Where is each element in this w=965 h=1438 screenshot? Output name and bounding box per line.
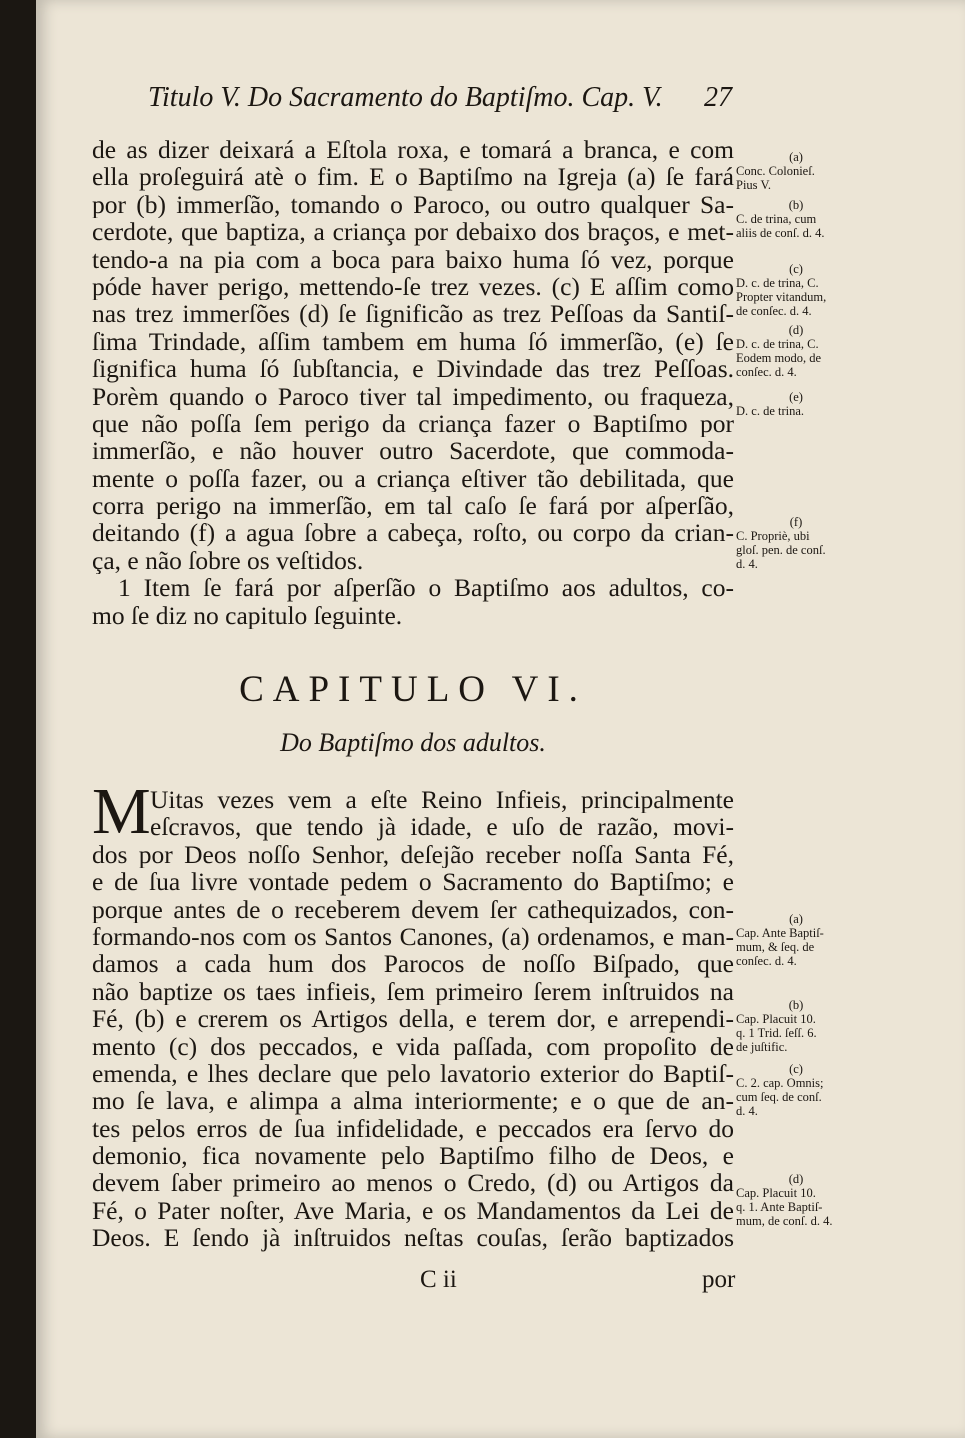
text-line: ſignifica huma ſó ſubſtancia, e Divindade das trez Peſſoas. — [92, 355, 734, 383]
text-line: póde haver perigo, mettendo-ſe trez vezes. (c) E aſſim como — [92, 272, 734, 301]
margin-note — [736, 998, 856, 1054]
margin-note — [736, 198, 856, 240]
margin-note — [736, 390, 856, 418]
margin-note-line: Propter vitandum, — [736, 290, 827, 304]
margin-note-line: d. 4. — [736, 557, 758, 571]
margin-note — [736, 262, 856, 318]
text-line: de as dizer deixará a Eſtola roxa, e tomará a branca, e com — [92, 136, 734, 164]
margin-note — [736, 912, 856, 968]
margin-note-line: conſec. d. 4. — [736, 365, 797, 379]
margin-note-line: D. c. de trina, C. — [736, 276, 819, 290]
text-line: Fé, (b) e crerem os Artigos della, e terem dor, e arrependi- — [92, 1005, 734, 1033]
text-line: tendo-a na pia com a boca para baixo huma ſó vez, porque — [92, 245, 734, 273]
margin-note-line: gloſ. pen. de conſ. — [736, 543, 826, 557]
text-line: não baptize os taes infieis, ſem primeiro ſerem inſtruidos na — [92, 977, 734, 1006]
catchword: por — [702, 1266, 736, 1293]
margin-note-mark: (c) — [789, 1062, 803, 1076]
text-line: ſima Trindade, aſſim tambem em huma ſó immerſão, (e) ſe — [92, 327, 734, 356]
margin-note-mark: (c) — [789, 262, 803, 276]
text-line: cerdote, que baptiza, a criança por debaixo dos braços, e met- — [92, 218, 734, 246]
margin-note-line: mum, de conſ. d. 4. — [736, 1214, 833, 1228]
margin-note-line: q. 1 Trid. ſeſſ. 6. — [736, 1026, 817, 1040]
margin-note-mark: (a) — [789, 912, 803, 926]
margin-note-line: D. c. de trina. — [736, 404, 805, 418]
margin-note-mark: (a) — [789, 150, 803, 164]
margin-note — [736, 150, 856, 192]
text-line: nas trez immerſões (d) ſe ſignificão as trez Peſſoas da Santiſ- — [92, 300, 734, 328]
text-line: Fé, o Pater noſter, Ave Maria, e os Mandamentos da Lei de — [92, 1196, 734, 1225]
margin-note-line: Cap. Placuit 10. — [736, 1186, 816, 1200]
margin-note-line: Cap. Placuit 10. — [736, 1012, 816, 1026]
text-line: ça, e não ſobre os veſtidos. — [92, 546, 364, 575]
margin-note-line: de juſtific. — [736, 1040, 788, 1054]
text-line: mente o poſſa fazer, ou a criança eſtiver tão debilitada, que — [92, 464, 734, 493]
chapter-subtitle: Do Baptiſmo dos adultos. — [280, 728, 546, 757]
margin-note-line: conſec. d. 4. — [736, 954, 797, 968]
margin-note-mark: (d) — [788, 1172, 804, 1186]
signature-mark: C ii — [420, 1266, 457, 1293]
text-line: immerſão, e não houver outro Sacerdote, que commoda- — [92, 437, 734, 465]
text-line: demonio, fica novamente pelo Baptiſmo filho de Deos, e — [92, 1142, 734, 1170]
text-line: porque antes de o receberem devem ſer cathequizados, con- — [92, 895, 734, 923]
margin-note-line: Eodem modo, de — [736, 351, 822, 365]
margin-note-line: mum, & ſeq. de — [736, 940, 815, 954]
text-line: ella proſeguirá atè o fim. E o Baptiſmo na Igreja (a) ſe fará — [92, 163, 734, 191]
margin-note-mark: (b) — [788, 198, 804, 212]
running-title: Titulo V. Do Sacramento do Baptiſmo. Cap. V. — [148, 82, 663, 113]
text-line: eſcravos, que tendo jà idade, e uſo de razão, movi- — [150, 813, 734, 841]
text-line: Porèm quando o Paroco tiver tal impedimento, ou fraqueza, — [92, 382, 734, 410]
margin-note-line: D. c. de trina, C. — [736, 337, 819, 351]
margin-note — [736, 515, 856, 571]
margin-note — [736, 323, 856, 379]
margin-note-line: q. 1. Ante Baptiſ- — [736, 1200, 823, 1214]
text-line: por (b) immerſão, tomando o Paroco, ou outro qualquer Sa- — [92, 190, 734, 219]
margin-note-line: C. 2. cap. Omnis; — [736, 1076, 824, 1090]
drop-cap: M — [92, 775, 151, 848]
chapter-title: CAPITULO VI. — [239, 669, 587, 710]
margin-note-line: cum ſeq. de conſ. — [736, 1090, 822, 1104]
margin-note-line: de conſec. d. 4. — [736, 304, 812, 318]
text-line: corra perigo na immerſão, em tal caſo ſe fará por aſperſão, — [92, 492, 734, 520]
margin-note-line: Conc. Colonieſ. — [736, 164, 815, 178]
margin-note — [736, 1172, 856, 1228]
margin-note-mark: (d) — [788, 323, 804, 337]
text-line: dos por Deos noſſo Senhor, deſejão receber noſſa Santa Fé, — [92, 840, 734, 869]
text-line: que não poſſa ſem perigo da criança fazer o Baptiſmo por — [92, 409, 734, 438]
margin-note-line: d. 4. — [736, 1104, 758, 1118]
text-line: deitando (f) a agua ſobre a cabeça, roſto, ou corpo da crian- — [92, 519, 734, 547]
text-line: formando-nos com os Santos Canones, (a) ordenamos, e man- — [92, 922, 734, 951]
text-line: tes pelos erros de ſua infidelidade, e peccados era ſervo do — [92, 1114, 734, 1143]
text-line: e de ſua livre vontade pedem o Sacramento do Baptiſmo; e — [92, 868, 734, 896]
margin-note-line: aliis de conſ. d. 4. — [736, 226, 825, 240]
margin-note-mark: (f) — [789, 515, 803, 529]
margin-note-mark: (b) — [788, 998, 804, 1012]
margin-note — [736, 1062, 856, 1118]
chapter-text — [92, 786, 734, 1252]
margin-note-line: Cap. Ante Baptiſ- — [736, 926, 824, 940]
margin-note-mark: (e) — [789, 390, 803, 404]
text-line: mo ſe diz no capitulo ſeguinte. — [92, 601, 403, 630]
margin-note-line: Pius V. — [736, 178, 771, 192]
page-number: 27 — [704, 82, 732, 113]
margin-note-line: C. de trina, cum — [736, 212, 817, 226]
text-line: devem ſaber primeiro ao menos o Credo, (d) ou Artigos da — [92, 1169, 734, 1197]
text-line: emenda, e lhes declare que pelo lavatorio exterior do Baptiſ- — [92, 1059, 734, 1088]
body-text — [92, 136, 734, 629]
text-line: Deos. E ſendo jà inſtruidos neſtas couſas, ſerão baptizados — [92, 1224, 734, 1252]
text-line: mento (c) dos peccados, e vida paſſada, com propoſito de — [92, 1032, 734, 1060]
text-line: mo ſe lava, e alimpa a alma interiormente; e o que de an- — [92, 1087, 734, 1115]
running-header — [148, 82, 738, 114]
text-line: 1 Item ſe fará por aſperſão o Baptiſmo aos adultos, co- — [118, 574, 734, 602]
text-line: damos a cada hum dos Parocos de noſſo Biſpado, que — [92, 950, 734, 978]
text-line: Uitas vezes vem a eſte Reino Infieis, principalmente — [150, 786, 734, 814]
margin-note-line: C. Propriè, ubi — [736, 529, 810, 543]
